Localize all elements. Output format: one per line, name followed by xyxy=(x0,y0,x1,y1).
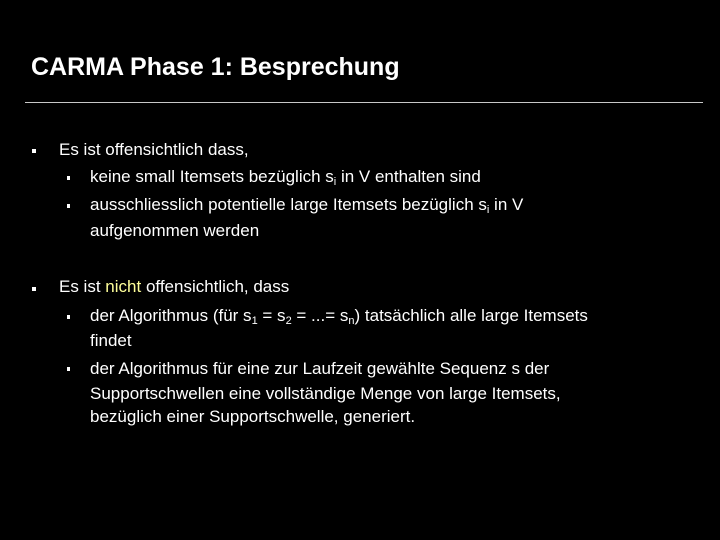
bullet-2-sub-2-cont: bezüglich einer Supportschwelle, generiert. xyxy=(90,407,416,426)
bullet-2-sub-1 xyxy=(90,306,588,326)
subscript: i xyxy=(333,176,337,188)
text-run: = s xyxy=(257,306,286,325)
bullet-2-sub-1-cont: findet xyxy=(90,331,132,350)
bullet-2-sub-2-cont: Supportschwellen eine vollständige Menge von large Itemsets, xyxy=(90,384,561,403)
subscript: i xyxy=(486,204,490,216)
subscript: 2 xyxy=(285,315,292,327)
bullet-marker xyxy=(32,287,36,291)
text-run: Es ist xyxy=(59,277,106,296)
highlight-word: nicht xyxy=(105,277,142,296)
text-run: ausschliesslich potentielle large Itemsets bezüglich s xyxy=(90,195,487,214)
text-run: = ...= s xyxy=(291,306,349,325)
slide-title: CARMA Phase 1: Besprechung xyxy=(31,53,400,81)
subscript: 1 xyxy=(251,315,258,327)
sub-bullet-marker xyxy=(67,176,70,180)
bullet-marker xyxy=(32,149,36,153)
text-run: in V enthalten sind xyxy=(336,167,481,186)
sub-bullet-marker xyxy=(67,367,70,371)
bullet-1-sub-2-cont: aufgenommen werden xyxy=(90,221,260,240)
subscript: n xyxy=(348,315,355,327)
text-run: ) tatsächlich alle large Itemsets xyxy=(354,306,588,325)
bullet-2-text xyxy=(59,277,289,297)
sub-bullet-marker xyxy=(67,315,70,319)
bullet-2-sub-2: der Algorithmus für eine zur Laufzeit gewählte Sequenz s der xyxy=(90,359,550,378)
bullet-1-sub-2 xyxy=(90,195,523,215)
bullet-1-text: Es ist offensichtlich dass, xyxy=(59,140,249,159)
text-run: offensichtlich, dass xyxy=(141,277,290,296)
text-run: der Algorithmus (für s xyxy=(90,306,252,325)
text-run: in V xyxy=(489,195,524,214)
bullet-1-sub-1 xyxy=(90,167,481,187)
text-run: keine small Itemsets bezüglich s xyxy=(90,167,334,186)
title-divider xyxy=(25,102,703,103)
sub-bullet-marker xyxy=(67,204,70,208)
